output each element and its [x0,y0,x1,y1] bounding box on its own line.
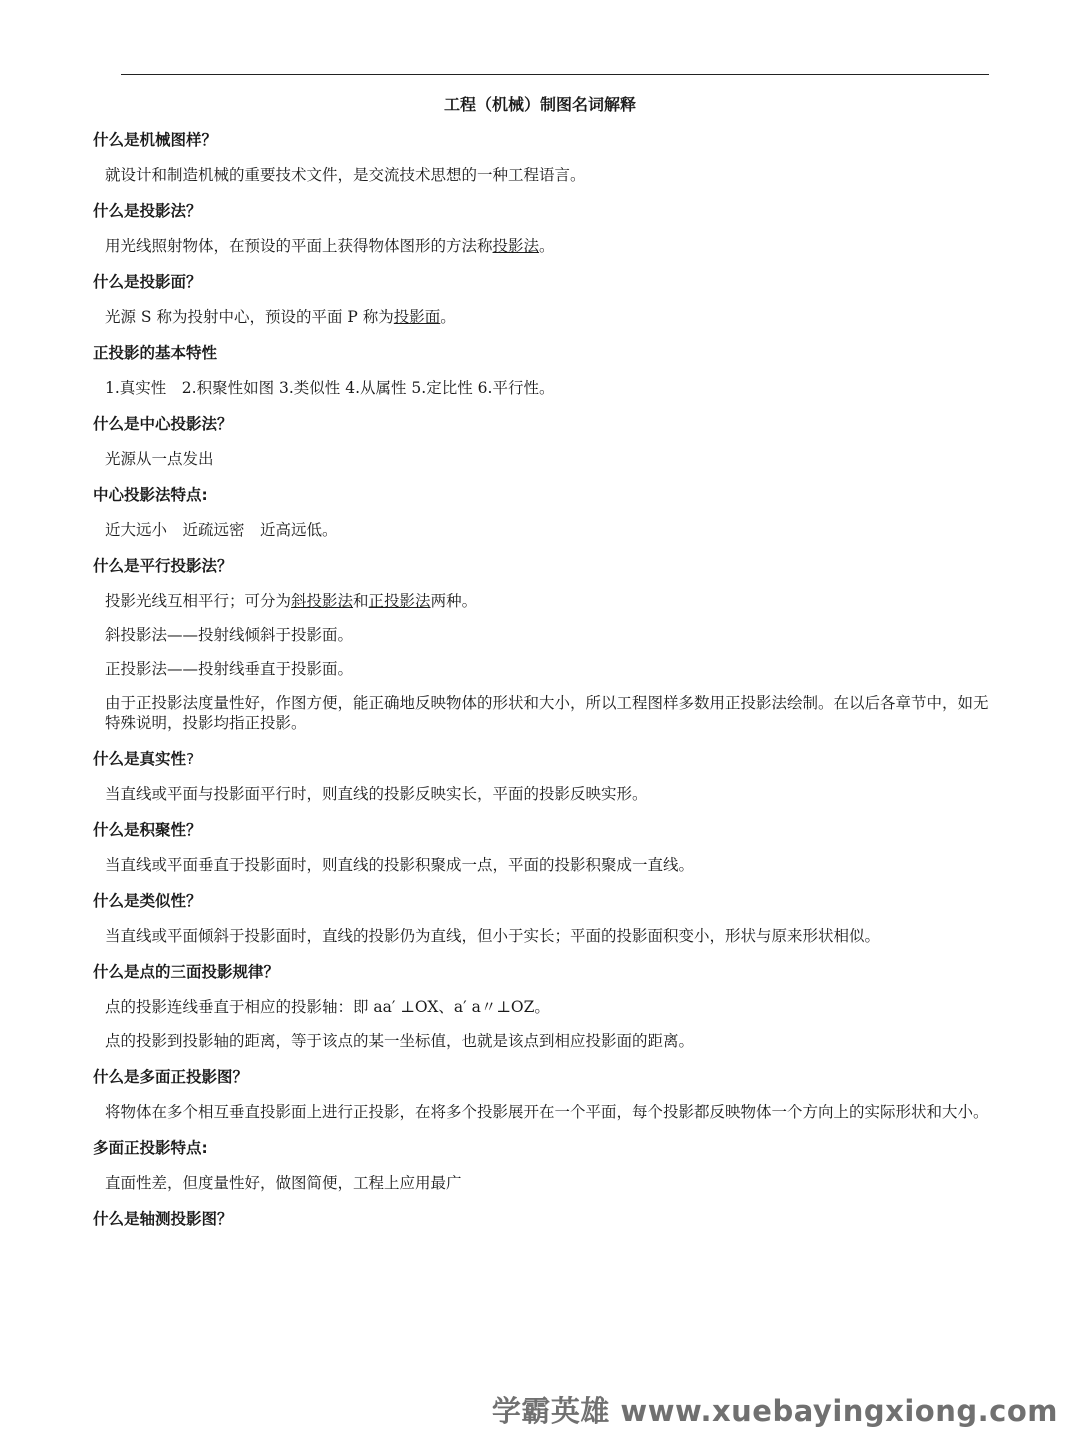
question-heading: 什么是真实性? [93,750,195,768]
term-underlined: 正投影法 [368,592,431,610]
section-central-projection-features [93,483,993,540]
question-heading: 正投影的基本特性 [93,344,218,362]
answer-text: 将物体在多个相互垂直投影面上进行正投影，在将多个投影展开在一个平面，每个投影都反映物体一个方向上的实际形状和大小。 [105,1103,989,1121]
section-mechanical-drawing [93,128,993,185]
answer-text: 投影光线互相平行；可分为斜投影法和正投影法两种。 [105,592,478,610]
answer-text: 近大远小 近疏远密 近高远低。 [105,521,338,539]
section-orthographic-properties [93,341,993,398]
term-underlined: 投影面 [393,308,441,326]
answer-text: 当直线或平面倾斜于投影面时，直线的投影仍为直线，但小于实长；平面的投影面积变小，形状与原来形状相似。 [105,927,881,945]
answer-text: 点的投影到投影轴的距离，等于该点的某一坐标值，也就是该点到相应投影面的距离。 [105,1032,695,1050]
section-multiview [93,1065,993,1122]
question-heading: 什么是轴测投影图？ [93,1210,233,1228]
answer-text: 光源从一点发出 [105,450,214,468]
question-heading: 什么是点的三面投影规律？ [93,963,280,981]
answer-text: 由于正投影法度量性好，作图方便，能正确地反映物体的形状和大小，所以工程图样多数用正投影法绘制。在以后各章节中，如无特殊说明，投影均指正投影。 [105,694,989,732]
section-projection-method [93,199,993,256]
section-central-projection [93,412,993,469]
answer-text: 光源 S 称为投射中心，预设的平面 P 称为投影面。 [105,308,456,326]
term-underlined: 投影法 [492,237,540,255]
answer-text: 斜投影法——投射线倾斜于投影面。 [105,626,354,644]
question-heading: 什么是中心投影法？ [93,415,233,433]
question-heading: 多面正投影特点: [93,1139,208,1157]
section-similarity [93,889,993,946]
document-body [93,128,993,1244]
answer-text: 就设计和制造机械的重要技术文件，是交流技术思想的一种工程语言。 [105,166,586,184]
answer-text: 直面性差，但度量性好，做图简便，工程上应用最广 [105,1174,462,1192]
answer-text: 当直线或平面与投影面平行时，则直线的投影反映实长，平面的投影反映实形。 [105,785,648,803]
footer-watermark: 学霸英雄 www.xuebayingxiong.com [491,1394,1058,1428]
section-accumulation [93,818,993,875]
answer-text: 正投影法——投射线垂直于投影面。 [105,660,354,678]
question-heading: 什么是类似性？ [93,892,202,910]
section-projection-plane [93,270,993,327]
question-heading: 什么是积聚性？ [93,821,202,839]
answer-text: 点的投影连线垂直于相应的投影轴：即 aa′ ⊥OX、a′ a〃⊥OZ。 [105,998,550,1016]
question-heading: 什么是投影法？ [93,202,202,220]
header-rule [121,74,989,75]
answer-text: 1.真实性 2.积聚性如图 3.类似性 4.从属性 5.定比性 6.平行性。 [105,379,555,397]
section-parallel-projection [93,554,993,733]
question-heading: 中心投影法特点: [93,486,208,504]
term-underlined: 斜投影法 [291,592,354,610]
answer-text: 当直线或平面垂直于投影面时，则直线的投影积聚成一点，平面的投影积聚成一直线。 [105,856,695,874]
section-true-shape [93,747,993,804]
question-heading: 什么是机械图样？ [93,131,218,149]
question-heading: 什么是投影面？ [93,273,202,291]
question-heading: 什么是平行投影法？ [93,557,233,575]
question-heading: 什么是多面正投影图？ [93,1068,249,1086]
answer-text: 用光线照射物体，在预设的平面上获得物体图形的方法称投影法。 [105,237,555,255]
section-three-plane-rules [93,960,993,1051]
document-title: 工程（机械）制图名词解释 [443,95,636,114]
section-multiview-features [93,1136,993,1193]
section-axonometric [93,1207,993,1231]
